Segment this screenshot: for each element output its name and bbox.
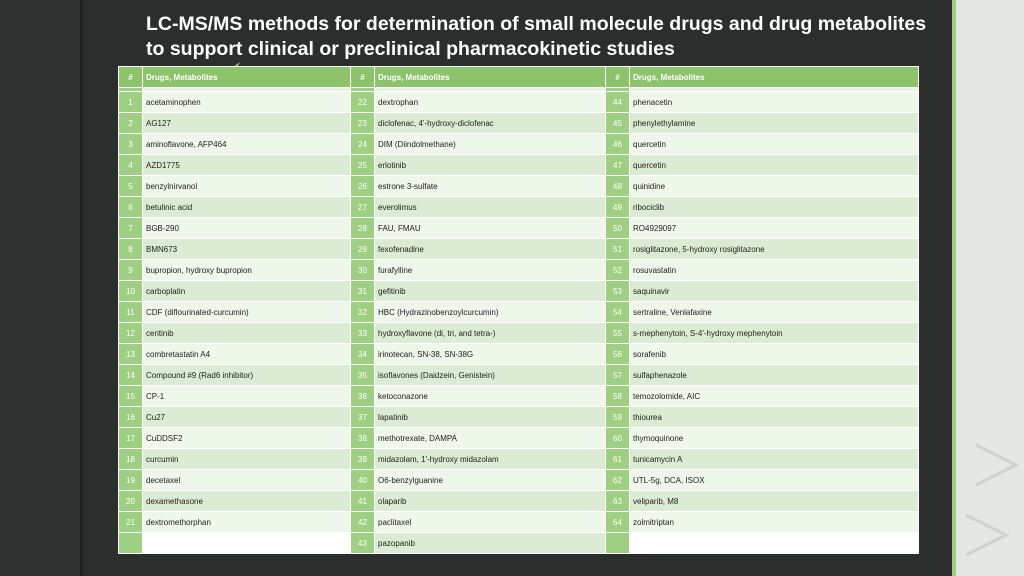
drug-name: FAU, FMAU <box>375 218 606 239</box>
drug-name: BMN673 <box>143 239 351 260</box>
row-number: 24 <box>351 134 375 155</box>
drug-name: veliparib, M8 <box>630 491 919 512</box>
empty-cell <box>143 533 351 554</box>
row-number: 29 <box>351 239 375 260</box>
row-number: 3 <box>119 134 143 155</box>
table-row <box>119 323 919 344</box>
drug-name: UTL-5g, DCA, ISOX <box>630 470 919 491</box>
header-num-1: # <box>119 67 143 88</box>
drug-name: acetaminophen <box>143 92 351 113</box>
row-number: 48 <box>606 176 630 197</box>
drug-name: quercetin <box>630 155 919 176</box>
drug-name: combretastatin A4 <box>143 344 351 365</box>
row-number: 23 <box>351 113 375 134</box>
drug-name: phenylethylamine <box>630 113 919 134</box>
drugs-table <box>118 66 919 554</box>
drug-name: AG127 <box>143 113 351 134</box>
drug-name: ceritinib <box>143 323 351 344</box>
row-number: 49 <box>606 197 630 218</box>
row-number: 18 <box>119 449 143 470</box>
row-number: 16 <box>119 407 143 428</box>
row-number: 25 <box>351 155 375 176</box>
drug-name: CP-1 <box>143 386 351 407</box>
table-row <box>119 428 919 449</box>
table-row <box>119 302 919 323</box>
drug-name: erlotinib <box>375 155 606 176</box>
table-row <box>119 386 919 407</box>
row-number: 34 <box>351 344 375 365</box>
drug-name: ketoconazone <box>375 386 606 407</box>
left-background-strip <box>0 0 82 576</box>
table-row <box>119 134 919 155</box>
row-number: 47 <box>606 155 630 176</box>
row-number: 15 <box>119 386 143 407</box>
row-number: 4 <box>119 155 143 176</box>
drug-name: everolimus <box>375 197 606 218</box>
row-number: 26 <box>351 176 375 197</box>
row-number: 50 <box>606 218 630 239</box>
row-number: 6 <box>119 197 143 218</box>
empty-cell <box>630 533 919 554</box>
drug-name: ribociclib <box>630 197 919 218</box>
drug-name: estrone 3-sulfate <box>375 176 606 197</box>
row-number: 56 <box>606 344 630 365</box>
row-number: 2 <box>119 113 143 134</box>
table-header-row <box>119 67 919 88</box>
drug-name: temozolomide, AIC <box>630 386 919 407</box>
drug-name: olaparib <box>375 491 606 512</box>
empty-cell <box>119 533 143 554</box>
drug-name: dextromethorphan <box>143 512 351 533</box>
table-row <box>119 512 919 533</box>
drug-name: HBC (Hydrazinobenzoylcurcumin) <box>375 302 606 323</box>
row-number: 37 <box>351 407 375 428</box>
drug-name: lapatinib <box>375 407 606 428</box>
drug-name: decetaxel <box>143 470 351 491</box>
drug-name: carboplatin <box>143 281 351 302</box>
row-number: 42 <box>351 512 375 533</box>
row-number: 51 <box>606 239 630 260</box>
row-number: 35 <box>351 365 375 386</box>
row-number: 10 <box>119 281 143 302</box>
row-number: 28 <box>351 218 375 239</box>
row-number: 19 <box>119 470 143 491</box>
drug-name: quercetin <box>630 134 919 155</box>
table-row <box>119 176 919 197</box>
drug-name: CuDDSF2 <box>143 428 351 449</box>
row-number: 59 <box>606 407 630 428</box>
table-row <box>119 491 919 512</box>
drug-name: saquinavir <box>630 281 919 302</box>
chevron-decor-icon <box>966 440 1024 490</box>
row-number: 40 <box>351 470 375 491</box>
table-row <box>119 239 919 260</box>
row-number: 54 <box>606 302 630 323</box>
table-row <box>119 365 919 386</box>
drug-name: CDF (diflourinated-curcumin) <box>143 302 351 323</box>
drug-name: phenacetin <box>630 92 919 113</box>
row-number: 30 <box>351 260 375 281</box>
row-number: 60 <box>606 428 630 449</box>
drug-name: curcumin <box>143 449 351 470</box>
row-number: 17 <box>119 428 143 449</box>
row-number: 36 <box>351 386 375 407</box>
row-number: 7 <box>119 218 143 239</box>
row-number: 12 <box>119 323 143 344</box>
row-number: 5 <box>119 176 143 197</box>
table-row <box>119 449 919 470</box>
row-number: 61 <box>606 449 630 470</box>
header-drug-1: Drugs, Metabolites <box>143 67 351 88</box>
row-number: 9 <box>119 260 143 281</box>
row-number: 39 <box>351 449 375 470</box>
empty-cell <box>606 533 630 554</box>
row-number: 1 <box>119 92 143 113</box>
table-row <box>119 260 919 281</box>
drug-name: isoflavones (Daidzein, Genistein) <box>375 365 606 386</box>
drug-name: Cu27 <box>143 407 351 428</box>
drug-name: DIM (Diindolmethane) <box>375 134 606 155</box>
row-number: 52 <box>606 260 630 281</box>
drug-name: thymoquinone <box>630 428 919 449</box>
row-number: 21 <box>119 512 143 533</box>
drug-name: bupropion, hydroxy bupropion <box>143 260 351 281</box>
drug-name: thiourea <box>630 407 919 428</box>
drug-name: pazopanib <box>375 533 606 554</box>
row-number: 43 <box>351 533 375 554</box>
table-row <box>119 155 919 176</box>
table-row <box>119 470 919 491</box>
drug-name: furafylline <box>375 260 606 281</box>
row-number: 27 <box>351 197 375 218</box>
drug-name: betulinic acid <box>143 197 351 218</box>
drug-name: methotrexate, DAMPA <box>375 428 606 449</box>
drug-name: rosiglitazone, 5-hydroxy rosiglitazone <box>630 239 919 260</box>
drug-name: zolmitriptan <box>630 512 919 533</box>
header-num-3: # <box>606 67 630 88</box>
drug-name: irinotecan, SN-38, SN-38G <box>375 344 606 365</box>
drug-name: rosuvastatin <box>630 260 919 281</box>
table-row <box>119 218 919 239</box>
chevron-decor-icon-2 <box>966 510 1024 560</box>
row-number: 53 <box>606 281 630 302</box>
row-number: 44 <box>606 92 630 113</box>
table-row <box>119 533 919 554</box>
row-number: 45 <box>606 113 630 134</box>
drug-name: gefitinib <box>375 281 606 302</box>
row-number: 31 <box>351 281 375 302</box>
table-row <box>119 197 919 218</box>
row-number: 13 <box>119 344 143 365</box>
drug-name: midazolam, 1'-hydroxy midazolam <box>375 449 606 470</box>
drug-name: aminoflavone, AFP464 <box>143 134 351 155</box>
row-number: 33 <box>351 323 375 344</box>
drug-name: benzylnirvanol <box>143 176 351 197</box>
table-row <box>119 407 919 428</box>
drug-name: paclitaxel <box>375 512 606 533</box>
row-number: 11 <box>119 302 143 323</box>
drug-name: sulfaphenazole <box>630 365 919 386</box>
slide-title: LC-MS/MS methods for determination of small molecule drugs and drug metabolites to support clinical or preclinical pharmacokinetic studies <box>146 13 927 60</box>
header-num-2: # <box>351 67 375 88</box>
drug-name: fexofenadine <box>375 239 606 260</box>
drug-name: tunicamycin A <box>630 449 919 470</box>
drug-name: O6-benzylguanine <box>375 470 606 491</box>
drug-name: Compound #9 (Rad6 inhibitor) <box>143 365 351 386</box>
drug-name: dexamethasone <box>143 491 351 512</box>
row-number: 38 <box>351 428 375 449</box>
row-number: 32 <box>351 302 375 323</box>
table-row <box>119 344 919 365</box>
row-number: 57 <box>606 365 630 386</box>
table-row <box>119 281 919 302</box>
table-row <box>119 92 919 113</box>
drug-name: s-mephenytoin, S-4'-hydroxy mephenytoin <box>630 323 919 344</box>
header-drug-2: Drugs, Metabolites <box>375 67 606 88</box>
row-number: 62 <box>606 470 630 491</box>
row-number: 8 <box>119 239 143 260</box>
row-number: 63 <box>606 491 630 512</box>
drug-name: RO4929097 <box>630 218 919 239</box>
drug-name: diclofenac, 4'-hydroxy-diclofenac <box>375 113 606 134</box>
row-number: 22 <box>351 92 375 113</box>
row-number: 46 <box>606 134 630 155</box>
drug-name: sorafenib <box>630 344 919 365</box>
drug-name: dextrophan <box>375 92 606 113</box>
row-number: 58 <box>606 386 630 407</box>
row-number: 41 <box>351 491 375 512</box>
row-number: 14 <box>119 365 143 386</box>
drug-name: sertraline, Venlafaxine <box>630 302 919 323</box>
row-number: 64 <box>606 512 630 533</box>
left-divider <box>80 0 83 576</box>
header-drug-3: Drugs, Metabolites <box>630 67 919 88</box>
drug-name: AZD1775 <box>143 155 351 176</box>
drug-name: BGB-290 <box>143 218 351 239</box>
table-row <box>119 113 919 134</box>
drug-name: quinidine <box>630 176 919 197</box>
row-number: 55 <box>606 323 630 344</box>
row-number: 20 <box>119 491 143 512</box>
drug-name: hydroxyflavone (di, tri, and tetra-) <box>375 323 606 344</box>
